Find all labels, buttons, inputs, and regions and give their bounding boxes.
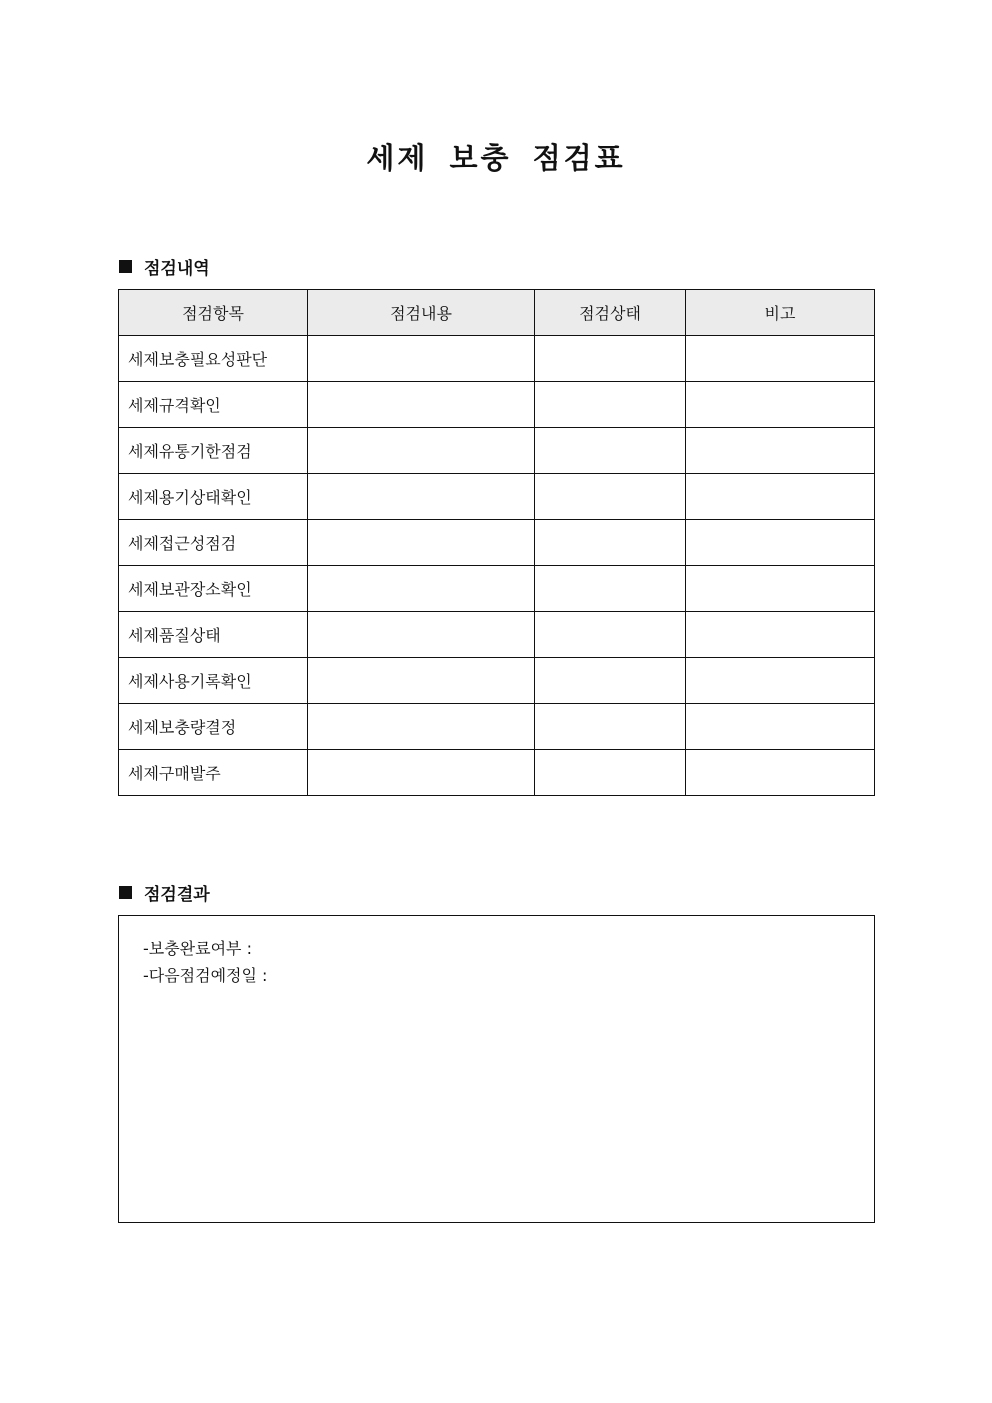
content-cell[interactable] bbox=[308, 658, 535, 704]
item-cell: 세제보관장소확인 bbox=[119, 566, 308, 612]
note-cell[interactable] bbox=[686, 428, 875, 474]
header-status: 점검상태 bbox=[535, 290, 686, 336]
note-cell[interactable] bbox=[686, 658, 875, 704]
result-heading-text: 점검결과 bbox=[144, 885, 210, 905]
document-title: 세제 보충 점검표 bbox=[366, 141, 626, 175]
table-row bbox=[119, 612, 875, 658]
note-cell[interactable] bbox=[686, 382, 875, 428]
item-cell: 세제접근성점검 bbox=[119, 520, 308, 566]
header-content: 점검내용 bbox=[308, 290, 535, 336]
item-cell: 세제용기상태확인 bbox=[119, 474, 308, 520]
table-row bbox=[119, 382, 875, 428]
content-cell[interactable] bbox=[308, 336, 535, 382]
table-row bbox=[119, 336, 875, 382]
status-cell[interactable] bbox=[535, 474, 686, 520]
status-cell[interactable] bbox=[535, 658, 686, 704]
item-cell: 세제보충필요성판단 bbox=[119, 336, 308, 382]
square-bullet-icon bbox=[119, 260, 132, 273]
square-bullet-icon bbox=[119, 886, 132, 899]
item-cell: 세제유통기한점검 bbox=[119, 428, 308, 474]
status-cell[interactable] bbox=[535, 428, 686, 474]
table-row bbox=[119, 474, 875, 520]
note-cell[interactable] bbox=[686, 704, 875, 750]
inspection-section-heading bbox=[119, 254, 210, 279]
content-cell[interactable] bbox=[308, 566, 535, 612]
header-item: 점검항목 bbox=[119, 290, 308, 336]
table-row bbox=[119, 750, 875, 796]
table-row bbox=[119, 658, 875, 704]
content-cell[interactable] bbox=[308, 474, 535, 520]
status-cell[interactable] bbox=[535, 520, 686, 566]
item-cell: 세제사용기록확인 bbox=[119, 658, 308, 704]
table-row bbox=[119, 428, 875, 474]
content-cell[interactable] bbox=[308, 704, 535, 750]
content-cell[interactable] bbox=[308, 382, 535, 428]
note-cell[interactable] bbox=[686, 566, 875, 612]
status-cell[interactable] bbox=[535, 336, 686, 382]
note-cell[interactable] bbox=[686, 474, 875, 520]
inspection-table bbox=[118, 289, 875, 796]
content-cell[interactable] bbox=[308, 428, 535, 474]
item-cell: 세제구매발주 bbox=[119, 750, 308, 796]
item-cell: 세제품질상태 bbox=[119, 612, 308, 658]
item-cell: 세제규격확인 bbox=[119, 382, 308, 428]
item-cell: 세제보충량결정 bbox=[119, 704, 308, 750]
status-cell[interactable] bbox=[535, 704, 686, 750]
replenish-complete-line: -보충완료여부 : bbox=[143, 939, 252, 958]
content-cell[interactable] bbox=[308, 612, 535, 658]
table-row bbox=[119, 566, 875, 612]
status-cell[interactable] bbox=[535, 382, 686, 428]
status-cell[interactable] bbox=[535, 750, 686, 796]
status-cell[interactable] bbox=[535, 566, 686, 612]
table-row bbox=[119, 520, 875, 566]
note-cell[interactable] bbox=[686, 612, 875, 658]
note-cell[interactable] bbox=[686, 336, 875, 382]
table-row bbox=[119, 704, 875, 750]
status-cell[interactable] bbox=[535, 612, 686, 658]
content-cell[interactable] bbox=[308, 520, 535, 566]
result-section-heading bbox=[119, 880, 210, 905]
table-header-row bbox=[119, 290, 875, 336]
note-cell[interactable] bbox=[686, 750, 875, 796]
next-inspection-date-line: -다음점검예정일 : bbox=[143, 966, 268, 985]
header-note: 비고 bbox=[686, 290, 875, 336]
result-box[interactable] bbox=[118, 915, 875, 1223]
inspection-heading-text: 점검내역 bbox=[144, 259, 210, 279]
note-cell[interactable] bbox=[686, 520, 875, 566]
content-cell[interactable] bbox=[308, 750, 535, 796]
